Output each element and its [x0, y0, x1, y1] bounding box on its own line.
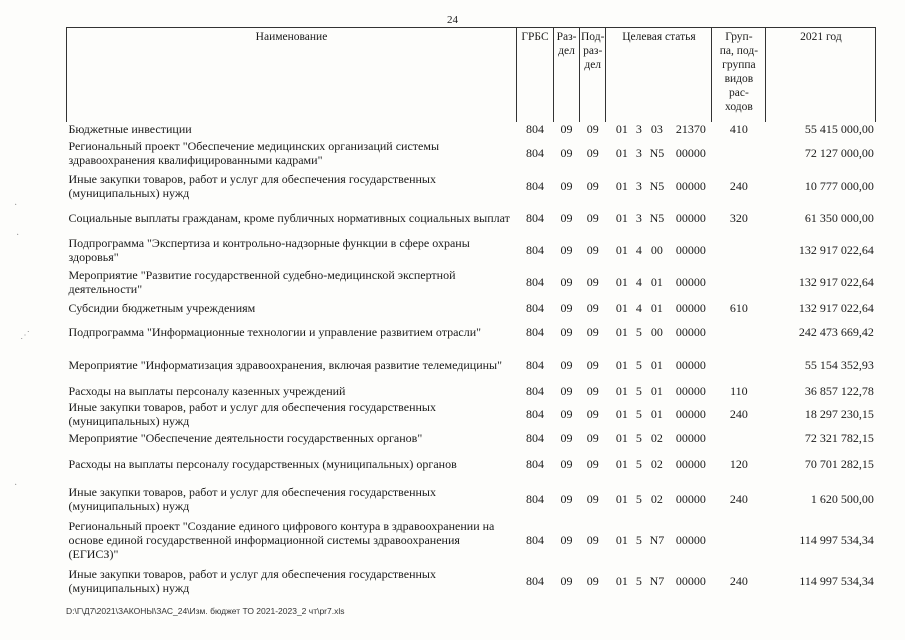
table-row	[67, 447, 876, 481]
header-grbs: ГРБС	[517, 28, 554, 122]
margin-mark: ⋰	[20, 330, 30, 341]
cel-program: 01	[615, 573, 628, 588]
cel-program: 01	[615, 491, 628, 506]
table-row	[67, 383, 876, 399]
row-podrazdel: 09	[586, 407, 599, 421]
row-vid-rashodov: 610	[729, 301, 748, 315]
cel-subprogram: 5	[635, 325, 642, 339]
cel-program: 01	[615, 325, 628, 339]
table-row	[67, 202, 876, 234]
row-vid-rashodov	[712, 266, 766, 299]
row-sum-2021: 55 154 352,93	[804, 357, 874, 372]
cel-subprogram: 3	[635, 178, 642, 193]
row-razdel: 09	[560, 325, 573, 339]
cel-program: 01	[615, 383, 628, 398]
row-sum-2021: 114 997 534,34	[799, 533, 874, 547]
cel-event: 01	[650, 383, 663, 398]
header-celevaya: Целевая статья	[606, 28, 712, 122]
row-podrazdel: 09	[586, 242, 599, 257]
row-grbs: 804	[526, 178, 544, 193]
row-vid-rashodov	[712, 347, 766, 383]
row-name: Иные закупки товаров, работ и услуг для обеспечения государственных (муниципальных) нужд	[68, 171, 436, 200]
cel-direction: 00000	[675, 210, 706, 225]
row-vid-rashodov: 240	[729, 491, 748, 506]
cel-event: 02	[650, 431, 663, 445]
row-name: Бюджетные инвестиции	[68, 122, 192, 136]
cel-subprogram: 4	[635, 275, 642, 289]
row-razdel: 09	[560, 178, 573, 193]
row-grbs: 804	[526, 146, 544, 160]
budget-table	[66, 27, 876, 598]
row-podrazdel: 09	[586, 431, 599, 445]
table-row	[67, 564, 876, 598]
cel-direction: 00000	[675, 407, 706, 421]
cel-subprogram: 4	[635, 301, 642, 315]
row-name: Иные закупки товаров, работ и услуг для обеспечения государственных (муниципальных) нужд	[68, 400, 436, 428]
row-sum-2021: 18 297 230,15	[804, 407, 874, 421]
cel-event: 01	[650, 275, 663, 289]
row-name: Региональный проект "Обеспечение медицинских организаций системы здравоохранения квалифицированными кадрами"	[68, 139, 440, 167]
row-sum-2021: 72 127 000,00	[804, 146, 874, 160]
cel-event: 01	[650, 357, 663, 372]
cel-direction: 00000	[675, 242, 706, 257]
row-celevaya	[606, 481, 712, 517]
row-podrazdel: 09	[586, 491, 599, 506]
cel-subprogram: 5	[635, 573, 642, 588]
row-razdel: 09	[560, 491, 573, 506]
row-sum-2021: 55 415 000,00	[804, 122, 874, 136]
row-celevaya	[606, 234, 712, 266]
cel-direction: 00000	[675, 275, 706, 289]
row-name: Субсидии бюджетным учреждениям	[68, 301, 256, 315]
row-vid-rashodov: 320	[729, 210, 748, 225]
row-grbs: 804	[526, 325, 544, 339]
row-razdel: 09	[560, 146, 573, 160]
row-vid-rashodov	[712, 137, 766, 170]
cel-program: 01	[615, 407, 628, 421]
row-sum-2021: 132 917 022,64	[798, 301, 874, 315]
table-row	[67, 430, 876, 447]
cel-direction: 00000	[675, 456, 706, 471]
row-name: Подпрограмма "Экспертиза и контрольно-надзорные функции в сфере охраны здоровья"	[68, 235, 470, 264]
row-vid-rashodov	[712, 318, 766, 347]
row-grbs: 804	[526, 301, 544, 315]
cel-program: 01	[615, 275, 628, 289]
row-sum-2021: 242 473 669,42	[798, 325, 874, 339]
row-grbs: 804	[526, 242, 544, 257]
row-name: Расходы на выплаты персоналу государственных (муниципальных) органов	[68, 456, 457, 471]
margin-mark: ·	[16, 230, 20, 241]
row-podrazdel: 09	[586, 146, 599, 160]
cel-direction: 00000	[675, 533, 706, 547]
table-row	[67, 399, 876, 430]
table-row	[67, 347, 876, 383]
cel-program: 01	[615, 242, 628, 257]
row-razdel: 09	[560, 407, 573, 421]
cel-subprogram: 5	[635, 407, 642, 421]
header-year: 2021 год	[766, 28, 876, 122]
cel-event: 01	[650, 301, 663, 315]
row-celevaya	[606, 399, 712, 430]
row-grbs: 804	[526, 357, 544, 372]
row-celevaya	[606, 202, 712, 234]
cel-event: 00	[650, 325, 663, 339]
row-grbs: 804	[526, 383, 544, 398]
row-sum-2021: 114 997 534,34	[799, 573, 874, 588]
row-razdel: 09	[560, 357, 573, 372]
cel-direction: 00000	[675, 431, 706, 445]
row-vid-rashodov: 120	[729, 456, 748, 471]
row-razdel: 09	[560, 431, 573, 445]
row-grbs: 804	[526, 533, 544, 547]
row-vid-rashodov: 110	[730, 383, 748, 398]
header-razdel: Раз- дел	[554, 28, 580, 122]
cel-program: 01	[615, 456, 628, 471]
table-row	[67, 137, 876, 170]
row-grbs: 804	[526, 407, 544, 421]
row-name: Иные закупки товаров, работ и услуг для обеспечения государственных (муниципальных) нужд	[68, 566, 436, 595]
cel-event: N5	[649, 146, 665, 160]
cel-subprogram: 5	[635, 357, 642, 372]
table-row	[67, 299, 876, 318]
cel-direction: 00000	[675, 383, 706, 398]
row-grbs: 804	[526, 456, 544, 471]
file-path-footer: D:\Г\Д7\2021\ЗАКОНЫ\ЗАС_24\Изм. бюджет ТО 2021-2023_2 чт\pr7.xls	[66, 606, 345, 616]
cel-program: 01	[615, 178, 628, 193]
row-celevaya	[606, 447, 712, 481]
row-razdel: 09	[560, 456, 573, 471]
row-celevaya	[606, 430, 712, 447]
margin-mark: ·	[14, 480, 18, 491]
cel-event: 03	[650, 122, 663, 136]
row-podrazdel: 09	[586, 533, 599, 547]
row-name: Мероприятие "Информатизация здравоохранения, включая развитие телемедицины"	[68, 357, 502, 372]
row-vid-rashodov	[712, 517, 766, 564]
row-podrazdel: 09	[586, 210, 599, 225]
row-celevaya	[606, 517, 712, 564]
row-sum-2021: 10 777 000,00	[804, 178, 874, 193]
table-row	[67, 234, 876, 266]
cel-event: 00	[650, 242, 663, 257]
table-row	[67, 481, 876, 517]
row-grbs: 804	[526, 275, 544, 289]
row-sum-2021: 1 620 500,00	[810, 491, 874, 506]
row-podrazdel: 09	[586, 275, 599, 289]
row-celevaya	[606, 137, 712, 170]
cel-subprogram: 3	[635, 122, 642, 136]
cel-event: 02	[650, 491, 663, 506]
row-sum-2021: 36 857 122,78	[804, 383, 874, 398]
table-row	[67, 266, 876, 299]
cel-program: 01	[615, 146, 628, 160]
header-podrazdel: Под- раз- дел	[580, 28, 606, 122]
row-grbs: 804	[526, 573, 544, 588]
cel-direction: 00000	[675, 178, 706, 193]
cel-program: 01	[615, 533, 628, 547]
row-name: Расходы на выплаты персоналу казенных учреждений	[68, 383, 346, 398]
row-razdel: 09	[560, 533, 573, 547]
cel-direction: 00000	[675, 491, 706, 506]
cel-direction: 00000	[675, 357, 706, 372]
row-podrazdel: 09	[586, 122, 599, 136]
row-vid-rashodov: 410	[729, 122, 748, 136]
row-podrazdel: 09	[586, 301, 599, 315]
row-razdel: 09	[560, 122, 573, 136]
row-celevaya	[606, 318, 712, 347]
row-celevaya	[606, 299, 712, 318]
header-name: Наименование	[67, 28, 517, 122]
row-grbs: 804	[526, 210, 544, 225]
table-body	[67, 122, 876, 598]
header-vid: Груп- па, под- группа видов рас- ходов	[712, 28, 766, 122]
row-razdel: 09	[560, 275, 573, 289]
row-grbs: 804	[526, 431, 544, 445]
cel-direction: 21370	[675, 122, 706, 136]
cel-subprogram: 5	[635, 491, 642, 506]
row-podrazdel: 09	[586, 357, 599, 372]
row-celevaya	[606, 266, 712, 299]
cel-program: 01	[615, 301, 628, 315]
cel-direction: 00000	[675, 146, 706, 160]
row-name: Мероприятие "Развитие государственной судебно-медицинской экспертной деятельности"	[68, 268, 456, 296]
row-celevaya	[606, 170, 712, 202]
cel-program: 01	[615, 357, 628, 372]
row-razdel: 09	[560, 573, 573, 588]
row-celevaya	[606, 347, 712, 383]
row-razdel: 09	[560, 210, 573, 225]
row-podrazdel: 09	[586, 456, 599, 471]
row-vid-rashodov: 240	[729, 178, 748, 193]
row-vid-rashodov: 240	[729, 573, 748, 588]
row-name: Подпрограмма "Информационные технологии и управление развитием отрасли"	[68, 325, 482, 339]
cel-event: 01	[650, 407, 663, 421]
row-name: Региональный проект "Создание единого цифрового контура в здравоохранении на основе единой государственной информационной системы здравоохранения (ЕГИСЗ)"	[68, 519, 495, 561]
table-row	[67, 170, 876, 202]
row-podrazdel: 09	[586, 573, 599, 588]
cel-event: N7	[649, 533, 665, 547]
row-razdel: 09	[560, 242, 573, 257]
table-row	[67, 318, 876, 347]
row-celevaya	[606, 122, 712, 137]
row-vid-rashodov	[712, 234, 766, 266]
row-razdel: 09	[560, 383, 573, 398]
row-celevaya	[606, 383, 712, 399]
row-name: Мероприятие "Обеспечение деятельности государственных органов"	[68, 431, 423, 445]
table-header	[67, 28, 876, 122]
row-razdel: 09	[560, 301, 573, 315]
cel-subprogram: 5	[635, 456, 642, 471]
row-podrazdel: 09	[586, 325, 599, 339]
table-row	[67, 122, 876, 137]
cel-direction: 00000	[675, 325, 706, 339]
row-podrazdel: 09	[586, 178, 599, 193]
row-name: Иные закупки товаров, работ и услуг для обеспечения государственных (муниципальных) нужд	[68, 484, 436, 513]
cel-event: N5	[649, 178, 665, 193]
cel-program: 01	[615, 122, 628, 136]
row-vid-rashodov: 240	[729, 407, 748, 421]
cel-subprogram: 3	[635, 210, 642, 225]
cel-subprogram: 5	[635, 533, 642, 547]
margin-mark: ·	[14, 200, 18, 211]
cel-direction: 00000	[675, 301, 706, 315]
row-name: Социальные выплаты гражданам, кроме публичных нормативных социальных выплат	[68, 210, 510, 225]
row-sum-2021: 70 701 282,15	[804, 456, 874, 471]
cel-subprogram: 5	[635, 383, 642, 398]
row-podrazdel: 09	[586, 383, 599, 398]
cel-event: 02	[650, 456, 663, 471]
row-grbs: 804	[526, 491, 544, 506]
row-sum-2021: 132 917 022,64	[798, 242, 874, 257]
cel-program: 01	[615, 431, 628, 445]
row-vid-rashodov	[712, 430, 766, 447]
cel-event: N7	[649, 573, 665, 588]
cel-subprogram: 4	[635, 242, 642, 257]
page-number: 24	[447, 14, 458, 26]
cel-event: N5	[649, 210, 665, 225]
cel-direction: 00000	[675, 573, 706, 588]
cel-subprogram: 3	[635, 146, 642, 160]
cel-subprogram: 5	[635, 431, 642, 445]
row-celevaya	[606, 564, 712, 598]
table-row	[67, 517, 876, 564]
row-sum-2021: 132 917 022,64	[798, 275, 874, 289]
cel-program: 01	[615, 210, 628, 225]
row-sum-2021: 61 350 000,00	[804, 210, 874, 225]
row-sum-2021: 72 321 782,15	[804, 431, 874, 445]
row-grbs: 804	[526, 122, 544, 136]
